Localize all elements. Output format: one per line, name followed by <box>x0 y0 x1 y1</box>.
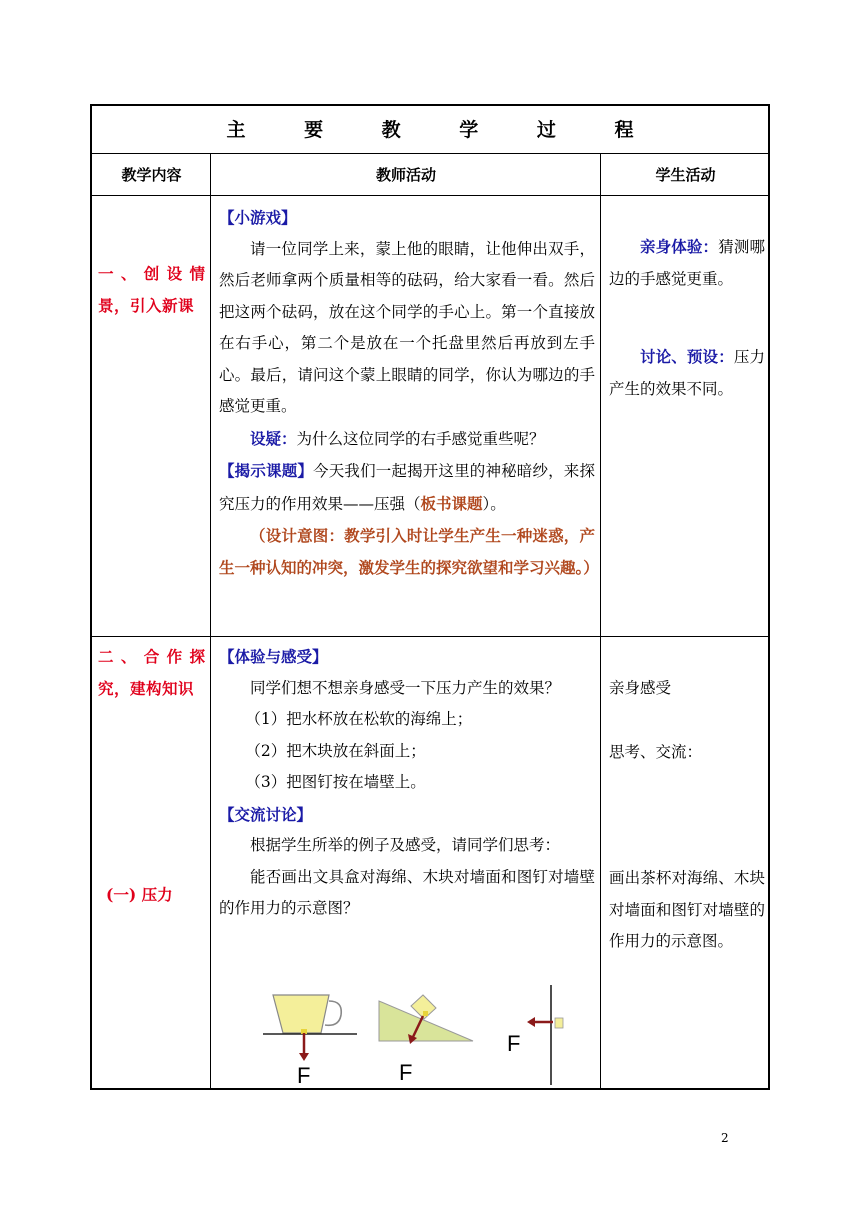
board-tag: 板书课题 <box>420 493 483 513</box>
section1-label-line1: 一、创设情 <box>98 264 206 283</box>
game-text: 请一位同学上来，蒙上他的眼睛，让他伸出双手，然后老师拿两个质量相等的砝码，给大家看一看。然后把这两个砝码，放在这个同学的手心上。第一个直接放在右手心，第二个是放在一个托盘里然后再放到左手心。最后，请问这个蒙上眼睛的同学，你认为哪边的手感觉更重。 <box>219 239 595 415</box>
section2-label-line1: 二、合作探 <box>98 647 206 666</box>
section1-teacher-cell <box>219 196 599 636</box>
student-exp-text: 猜测哪边的手感觉更重。 <box>609 238 765 288</box>
pin-on-wall-diagram <box>507 985 563 1085</box>
game-tag: 【小游戏】 <box>219 208 297 227</box>
column-divider-1 <box>210 154 211 1090</box>
force-label-3: F <box>507 1031 521 1056</box>
reveal-tag: 【揭示课题】 <box>219 461 314 480</box>
lesson-table <box>90 104 770 1090</box>
item1: （1）把水杯放在松软的海绵上； <box>245 710 473 728</box>
section1-label-cell <box>98 196 206 636</box>
table-title: 主 要 教 学 过 程 <box>226 119 660 141</box>
page-number: 2 <box>721 1131 729 1145</box>
student-draw: 画出茶杯对海绵、木块对墙面和图钉对墙壁的作用力的示意图。 <box>609 869 765 950</box>
block-on-incline-diagram <box>373 995 477 1085</box>
section2-sub-label: (一) 压力 <box>106 885 173 904</box>
student-disc-tag: 讨论、预设： <box>640 347 734 366</box>
disc-text2: 能否画出文具盒对海绵、木块对墙面和图钉对墙壁的作用力的示意图？ <box>219 867 595 917</box>
disc-tag: 【交流讨论】 <box>219 804 313 824</box>
question-tag: 设疑： <box>250 428 297 448</box>
section2-teacher-cell <box>219 637 595 1090</box>
design-intent: （设计意图：教学引入时让学生产生一种迷惑，产生一种认知的冲突，激发学生的探究欲望和学习兴趣。） <box>219 526 599 577</box>
question-text: 为什么这位同学的右手感觉重些呢？ <box>296 429 545 448</box>
exp-tag: 【体验与感受】 <box>219 647 328 666</box>
item3: （3）把图钉按在墙壁上。 <box>245 773 426 791</box>
force-label-1: F <box>297 1063 311 1088</box>
section1-row <box>92 196 768 637</box>
header-row <box>92 154 768 196</box>
section2-row <box>92 637 768 1090</box>
exp-text: 同学们想不想亲身感受一下压力产生的效果？ <box>250 678 561 697</box>
header-content: 教学内容 <box>121 166 182 184</box>
student-think: 思考、交流： <box>609 742 703 761</box>
student-disc-text: 压力产生的效果不同。 <box>609 348 765 398</box>
section2-label-line2: 究，建构知识 <box>98 678 195 698</box>
cup-on-sponge-diagram <box>259 989 357 1088</box>
reveal-text: 今天我们一起揭开这里的神秘暗纱，来探究压力的作用效果——压强（ <box>219 462 595 513</box>
item2: （2）把木块放在斜面上； <box>245 741 426 760</box>
force-diagrams <box>233 985 593 1095</box>
header-student: 学生活动 <box>655 166 716 184</box>
section1-student-cell <box>609 196 765 636</box>
student-exp-tag: 亲身体验： <box>640 237 719 256</box>
section2-label-cell <box>98 637 206 1090</box>
column-divider-2 <box>600 154 601 1090</box>
header-teacher: 教师活动 <box>375 166 436 184</box>
force-label-2: F <box>399 1060 413 1085</box>
student-feel: 亲身感受 <box>609 679 672 697</box>
disc-text1: 根据学生所举的例子及感受，请同学们思考： <box>250 836 561 854</box>
reveal-end: ）。 <box>482 494 506 513</box>
section2-student-cell <box>609 637 765 1090</box>
section1-label-line2: 景，引入新课 <box>98 295 195 315</box>
title-row <box>92 106 768 154</box>
